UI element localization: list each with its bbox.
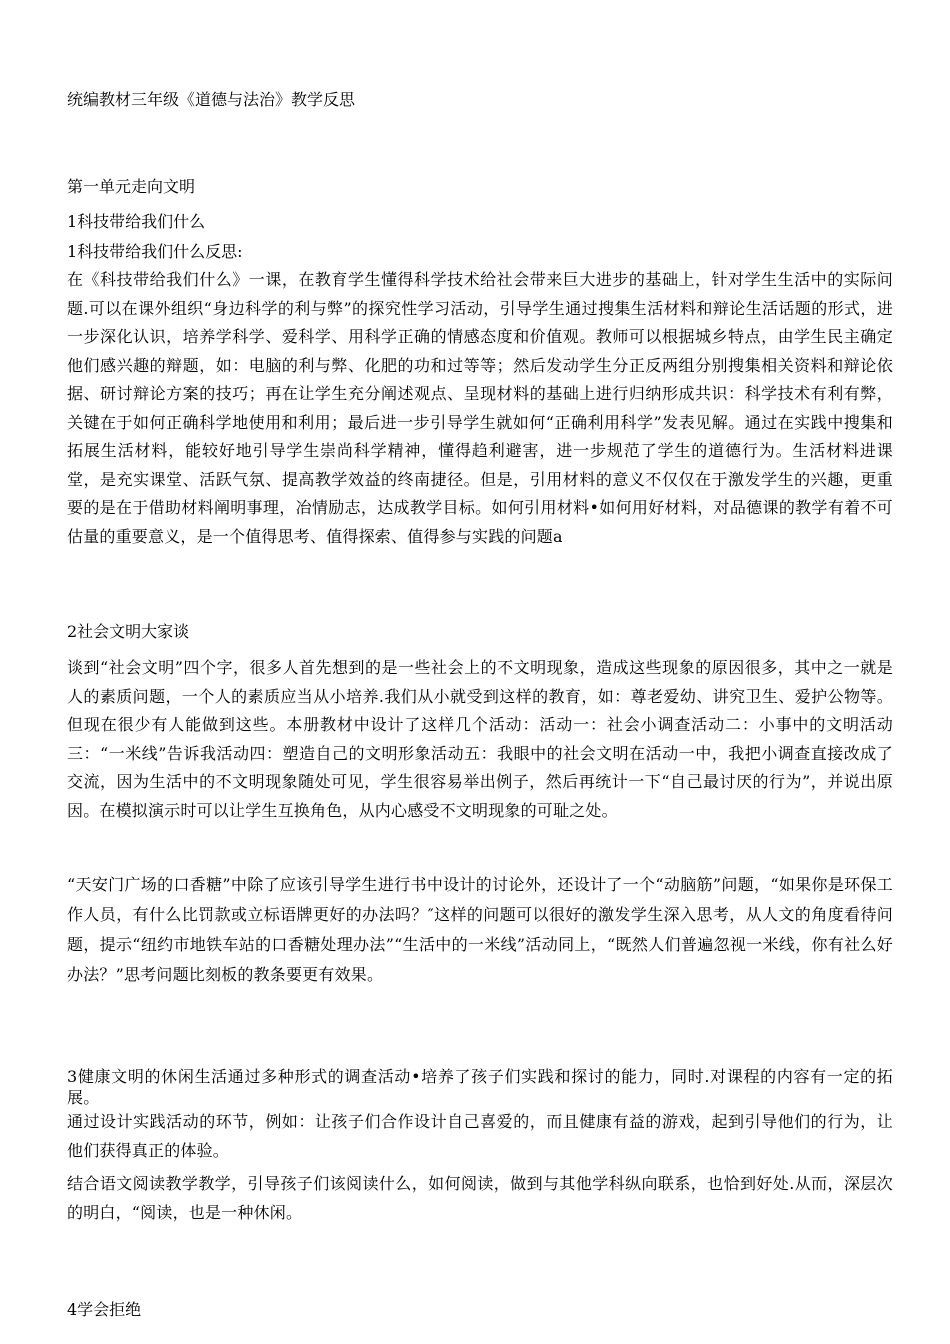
lesson-3-paragraph-1: 3健康文明的休闲生活通过多种形式的调查活动•培养了孩子们实践和探讨的能力，同时.对课程的内容有一定的拓展。	[67, 1067, 893, 1107]
lesson-2-paragraph-1: 谈到“社会文明”四个字，很多人首先想到的是一些社会上的不文明现象，造成这些现象的原因很多，其中之一就是人的素质问题，一个人的素质应当从小培养.我们从小就受到这样的教育，如：尊老爱幼、讲究卫生、爱护公物等。但现在很少有人能做到这些。本册教材中设计了这样几个活动：活动一：社会小调查活动二：小事中的文明活动三：“一米线”告诉我活动四：塑造自己的文明形象活动五：我眼中的社会文明在活动一中，我把小调查直接改成了交流，因为生活中的不文明现象随处可见，学生很容易举出例子，然后再统计一下“自己最讨厌的行为”，并说出原因。在模拟演示时可以让学生互换角色，从内心感受不文明现象的可耻之处。	[67, 658, 893, 820]
lesson-1-title: 1科技带给我们什么	[67, 212, 206, 231]
lesson-3-paragraph-2: 通过设计实践活动的环节，例如：让孩子们合作设计自己喜爱的，而且健康有益的游戏，起到引导他们的行为，让他们获得真正的体验。	[67, 1112, 893, 1160]
document-title: 统编教材三年级《道德与法治》教学反思	[67, 90, 356, 109]
lesson-1-reflection-title: 1科技带给我们什么反思:	[67, 242, 243, 261]
lesson-1-paragraph: 在《科技带给我们什么》一课，在教育学生懂得科学技术给社会带来巨大进步的基础上，针对学生生活中的实际问题.可以在课外组织“身边科学的利与弊”的探究性学习活动，引导学生通过搜集生活材料和辩论生活话题的形式，进一步深化认识，培养学科学、爱科学、用科学正确的情感态度和价值观。教师可以根据城乡特点，由学生民主确定他们感兴趣的辩题，如：电脑的利与弊、化肥的功和过等等；然后发动学生分正反两组分别搜集相关资料和辩论依据、研讨辩论方案的技巧；再在让学生充分阐述观点、呈现材料的基础上进行归纳形成共识：科学技术有利有弊，关键在于如何正确科学地使用和利用；最后进一步引导学生就如何“正确利用科学”发表见解。通过在实践中搜集和拓展生活材料，能较好地引导学生崇尚科学精神，懂得趋利避害，进一步规范了学生的道德行为。生活材料进课堂，是充实课堂、活跃气氛、提高教学效益的终南捷径。但是，引用材料的意义不仅仅在于激发学生的兴趣，更重要的是在于借助材料阐明事理，冶情励志，达成教学目标。如何引用材料•如何用好材料，对品德课的教学有着不可估量的重要意义，是一个值得思考、值得探索、值得参与实践的问题a	[67, 270, 893, 546]
lesson-3-paragraph-3: 结合语文阅读教学教学，引导孩子们该阅读什么，如何阅读，做到与其他学科纵向联系，也恰到好处.从而，深层次的明白，“阅读，也是一种休闲。	[67, 1174, 893, 1222]
lesson-4-title: 4学会拒绝	[67, 1300, 142, 1319]
lesson-2-paragraph-2: “天安门广场的口香糖”中除了应该引导学生进行书中设计的讨论外，还设计了一个“动脑筋”问题，“如果你是环保工作人员，有什么比罚款或立标语牌更好的办法吗？″这样的问题可以很好的激发学生深入思考，从人文的角度看待问题，提示“纽约市地铁车站的口香糖处理办法”“生活中的一米线”活动同上，“既然人们普遍忽视一米线，你有社么好办法？”思考问题比刻板的教条要更有效果。	[67, 875, 893, 984]
lesson-2-title: 2社会文明大家谈	[67, 622, 190, 641]
unit-heading: 第一单元走向文明	[67, 177, 196, 196]
